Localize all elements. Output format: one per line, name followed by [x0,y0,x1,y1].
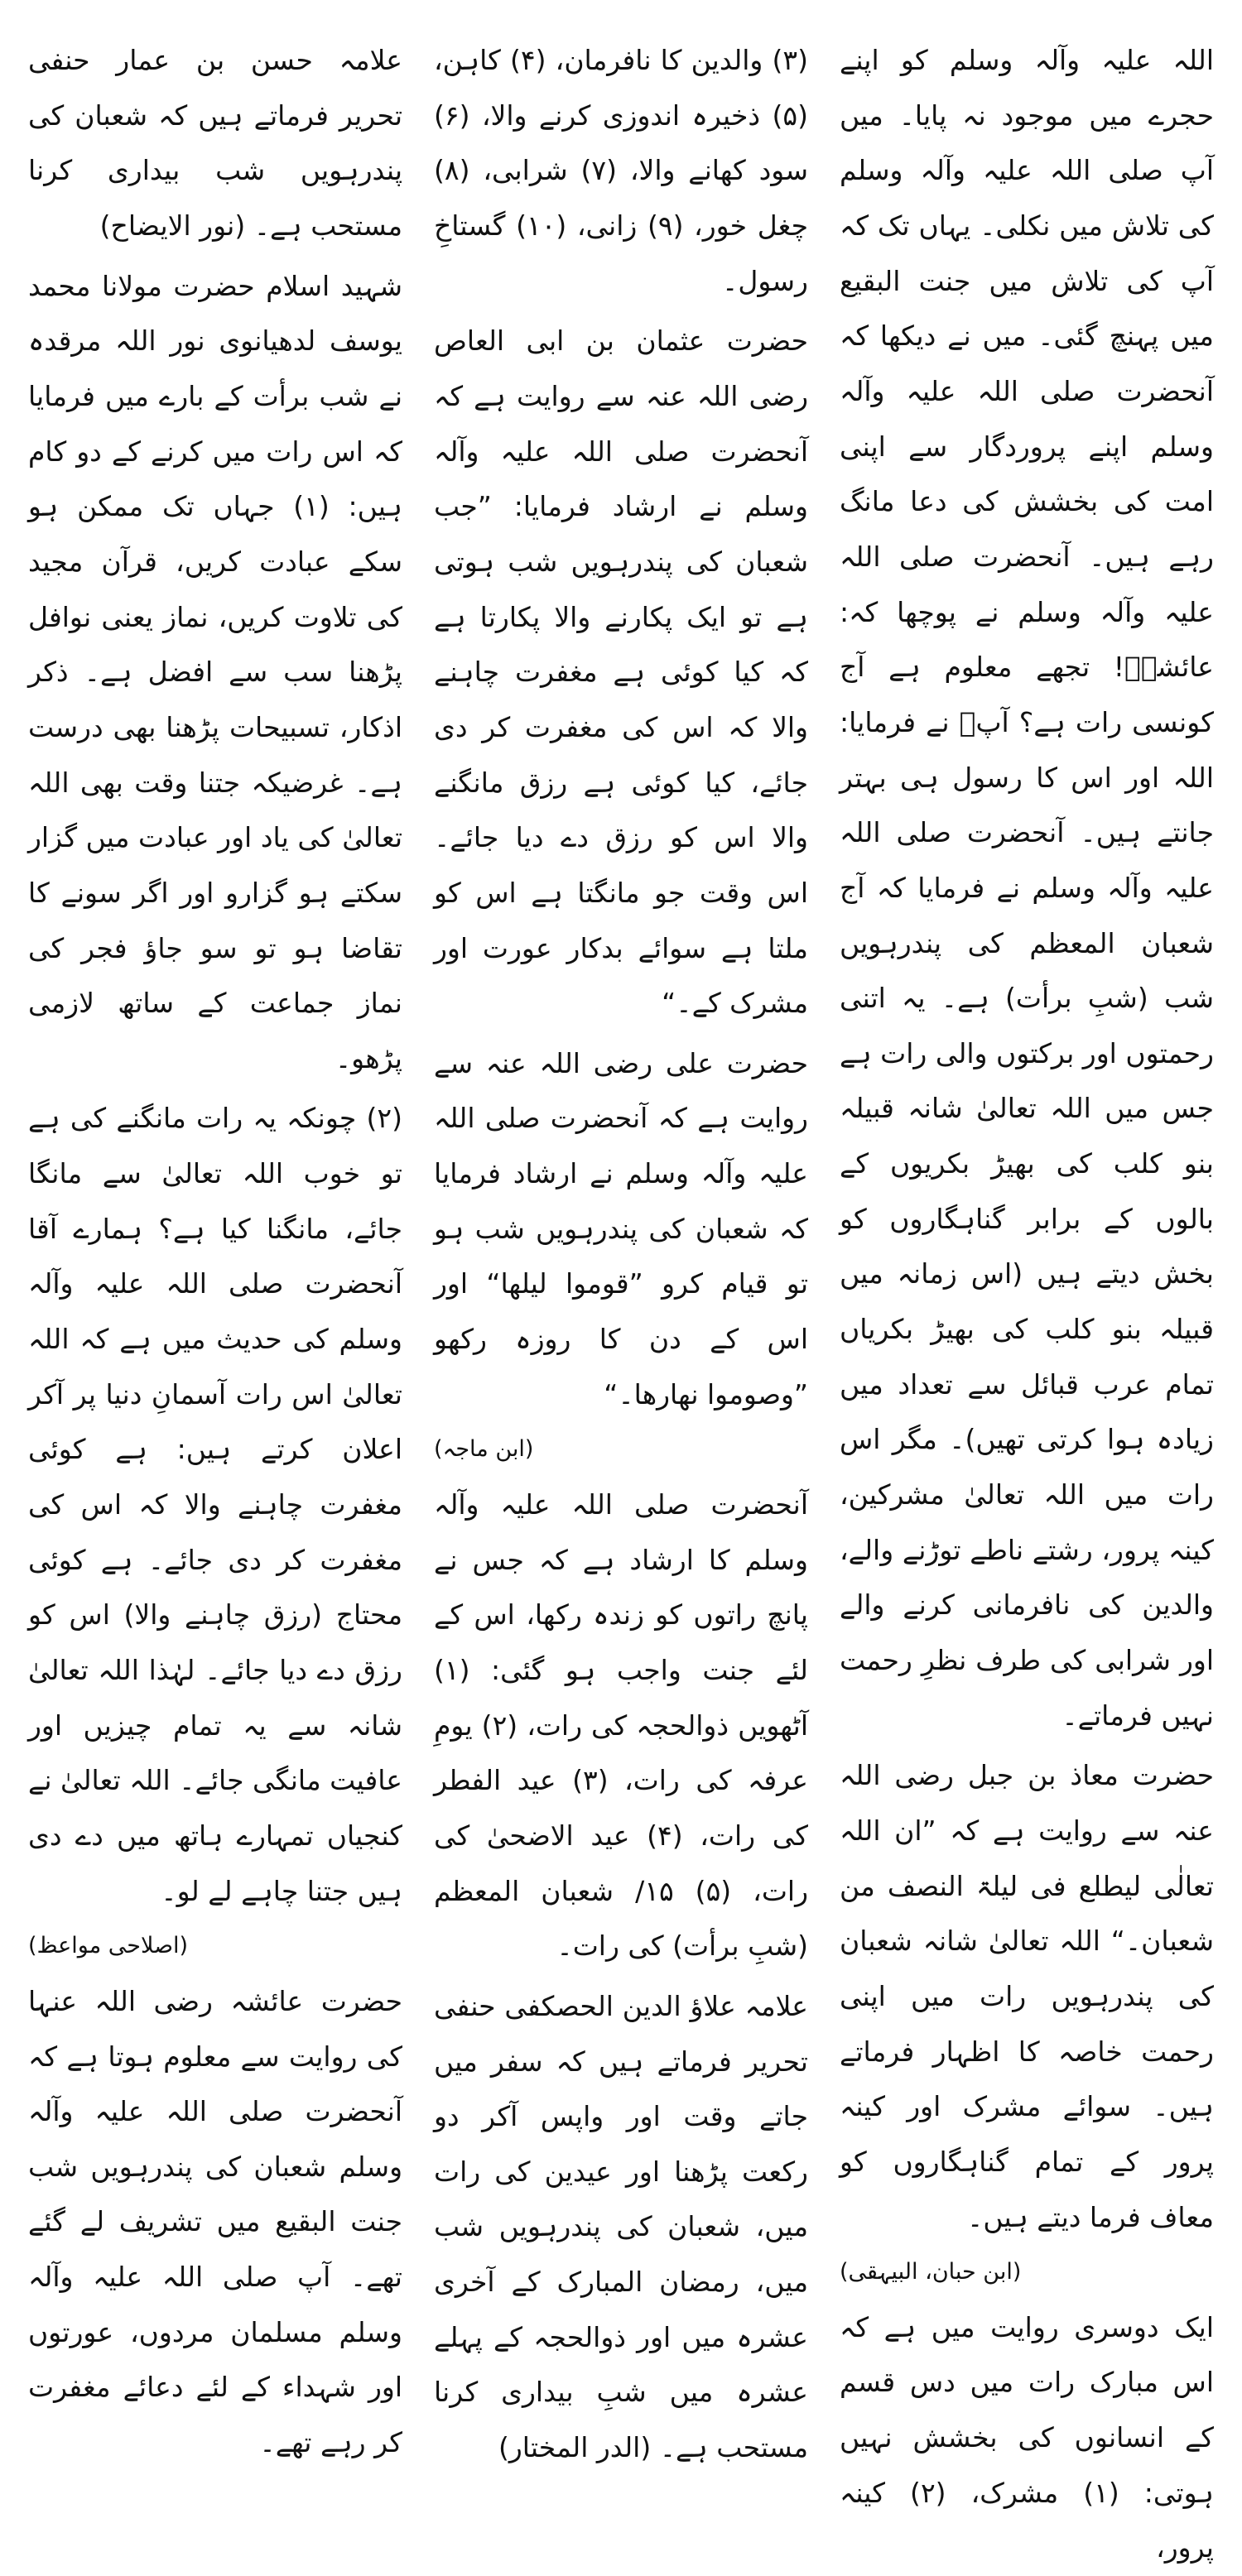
paragraph: حضرت عائشہ رضی اللہ عنہا کی روایت سے معلوم ہوتا ہے کہ آنحضرت صلی اللہ علیہ وآلہ وسلم شعبان کی پندرہویں شب جنت البقیع میں تشریف لے گئے تھے۔ آپ صلی اللہ علیہ وآلہ وسلم مسلمان مردوں، عورتوں اور شہداء کے لئے دعائے مغفرت کر رہے تھے۔ [28,1984,402,2459]
paragraph: (۳) والدین کا نافرمان، (۴) کاہن، (۵) ذخیرہ اندوزی کرنے والا، (۶) سود کھانے والا، (۷) شرابی، (۸) چغل خور، (۹) زانی، (۱۰) گستاخِ رسول۔ [434,44,808,297]
text-columns [27,33,1214,2564]
paragraph: (۲) چونکہ یہ رات مانگنے کی ہے تو خوب اللہ تعالیٰ سے مانگا جائے، مانگنا کیا ہے؟ ہمارے آقا آنحضرت صلی اللہ علیہ وآلہ وسلم کی حدیث میں ہے کہ اللہ تعالیٰ اس رات آسمانِ دنیا پر آکر اعلان کرتے ہیں: ہے کوئی مغفرت چاہنے والا کہ اس کی مغفرت کر دی جائے۔ ہے کوئی محتاج (رزق چاہنے والا) اس کو رزق دے دیا جائے۔ لہٰذا اللہ تعالیٰ شانہ سے یہ تمام چیزیں اور عافیت مانگی جائے۔ اللہ تعالیٰ نے کنجیاں تمہارے ہاتھ میں دے دی ہیں جتنا چاہے لے لو۔ [27,1102,402,1907]
paragraph: حضرت عثمان بن ابی العاص رضی اللہ عنہ سے روایت ہے کہ آنحضرت صلی اللہ علیہ وآلہ وسلم نے ارشاد فرمایا: ”جب شعبان کی پندرہویں شب ہوتی ہے تو ایک پکارنے والا پکارتا ہے کہ کیا کوئی ہے مغفرت چاہنے والا کہ اس کی مغفرت کر دی جائے، کیا کوئی ہے رزق مانگنے والا اس کو رزق دے دیا جائے۔ اس وقت جو مانگتا ہے اس کو ملتا ہے سوائے بدکار عورت اور مشرک کے۔“ [434,324,808,1020]
column-right [840,33,1214,2564]
paragraph: حضرت معاذ بن جبل رضی اللہ عنہ سے روایت ہے کہ ”ان اللہ تعالٰی لیطلع فی لیلۃ النصف من شعبان۔“ اللہ تعالیٰ شانہ شعبان کی پندرہویں رات میں اپنی رحمت خاصہ کا اظہار فرماتے ہیں۔ سوائے مشرک اور کینہ پرور کے تمام گناہگاروں کو معاف فرما دیتے ہیں۔ [840,1759,1214,2233]
paragraph: علامہ حسن بن عمار حنفی تحریر فرماتے ہیں کہ شعبان کی پندرہویں شب بیداری کرنا مستحب ہے۔ (نور الایضاح) [28,44,402,242]
paragraph: اللہ علیہ وآلہ وسلم کو اپنے حجرے میں موجود نہ پایا۔ میں آپ صلی اللہ علیہ وآلہ وسلم کی تلاش میں نکلی۔ یہاں تک کہ آپ کی تلاش میں جنت البقیع میں پہنچ گئی۔ میں نے دیکھا کہ آنحضرت صلی اللہ علیہ وآلہ وسلم اپنے پروردگار سے اپنی امت کی بخشش کی دعا مانگ رہے ہیں۔ آنحضرت صلی اللہ علیہ وآلہ وسلم نے پوچھا کہ: عائشہؓ! تجھے معلوم ہے آج کونسی رات ہے؟ آپؓ نے فرمایا: اللہ اور اس کا رسول ہی بہتر جانتے ہیں۔ آنحضرت صلی اللہ علیہ وآلہ وسلم نے فرمایا کہ آج شعبان المعظم کی پندرہویں شب (شبِ برأت) ہے۔ یہ اتنی رحمتوں اور برکتوں والی رات ہے جس میں اللہ تعالیٰ شانہ قبیلہ بنو کلب کی بھیڑ بکریوں کے بالوں کے برابر گناہگاروں کو بخش دیتے ہیں (اس زمانہ میں قبیلہ بنو کلب کی بھیڑ بکریاں تمام عرب قبائل سے تعداد میں زیادہ ہوا کرتی تھیں)۔ مگر اس رات میں اللہ تعالیٰ مشرکین، کینہ پرور، رشتے ناطے توڑنے والے، والدین کی نافرمانی کرنے والے اور شرابی کی طرف نظرِ رحمت نہیں فرماتے۔ [840,44,1214,1732]
column-middle [434,33,809,2464]
paragraph: حضرت علی رضی اللہ عنہ سے روایت ہے کہ آنحضرت صلی اللہ علیہ وآلہ وسلم نے ارشاد فرمایا کہ شعبان کی پندرہویں شب ہو تو قیام کرو ”قوموا لیلھا“ اور اس کے دن کا روزہ رکھو ”وصوموا نھارھا۔“ [434,1046,808,1411]
column-left [27,33,403,2459]
paragraph: آنحضرت صلی اللہ علیہ وآلہ وسلم کا ارشاد ہے کہ جس نے پانچ راتوں کو زندہ رکھا، اس کے لئے جنت واجب ہو گئی: (۱) آٹھویں ذوالحجہ کی رات، (۲) یومِ عرفہ کی رات، (۳) عید الفطر کی رات، (۴) عید الاضحیٰ کی رات، (۵) ۱۵/ شعبان المعظم (شبِ برأت) کی رات۔ [434,1487,809,1963]
reference-citation: (ابن حبان، البیہقی) [840,2259,1022,2285]
reference-citation: (اصلاحی مواعظ) [28,1933,189,1959]
paragraph: علامہ علاؤ الدین الحصکفی حنفی تحریر فرماتے ہیں کہ سفر میں جاتے وقت اور واپس آکر دو رکعت پڑھنا اور عیدین کی رات میں، شعبان کی پندرہویں شب میں، رمضان المبارک کے آخری عشرہ میں اور ذوالحجہ کے پہلے عشرہ میں شبِ بیداری کرنا مستحب ہے۔ (الدر المختار) [434,1989,808,2464]
paragraph: شہید اسلام حضرت مولانا محمد یوسف لدھیانوی نور اللہ مرقدہ نے شب برأت کے بارے میں فرمایا کہ اس رات میں کرنے کے دو کام ہیں: (۱) جہاں تک ممکن ہو سکے عبادت کریں، قرآن مجید کی تلاوت کریں، نماز یعنی نوافل پڑھنا سب سے افضل ہے۔ ذکر اذکار، تسبیحات پڑھنا بھی درست ہے۔ غرضیکہ جتنا وقت بھی اللہ تعالیٰ کی یاد اور عبادت میں گزار سکتے ہو گزارو اور اگر سونے کا تقاضا ہو تو سو جاؤ فجر کی نماز جماعت کے ساتھ لازمی پڑھو۔ [28,269,403,1074]
reference-citation: (ابن ماجہ) [434,1436,534,1463]
paragraph: ایک دوسری روایت میں ہے کہ اس مبارک رات میں دس قسم کے انسانوں کی بخشش نہیں ہوتی: (۱) مشرک، (۲) کینہ پرور، [840,2310,1214,2564]
